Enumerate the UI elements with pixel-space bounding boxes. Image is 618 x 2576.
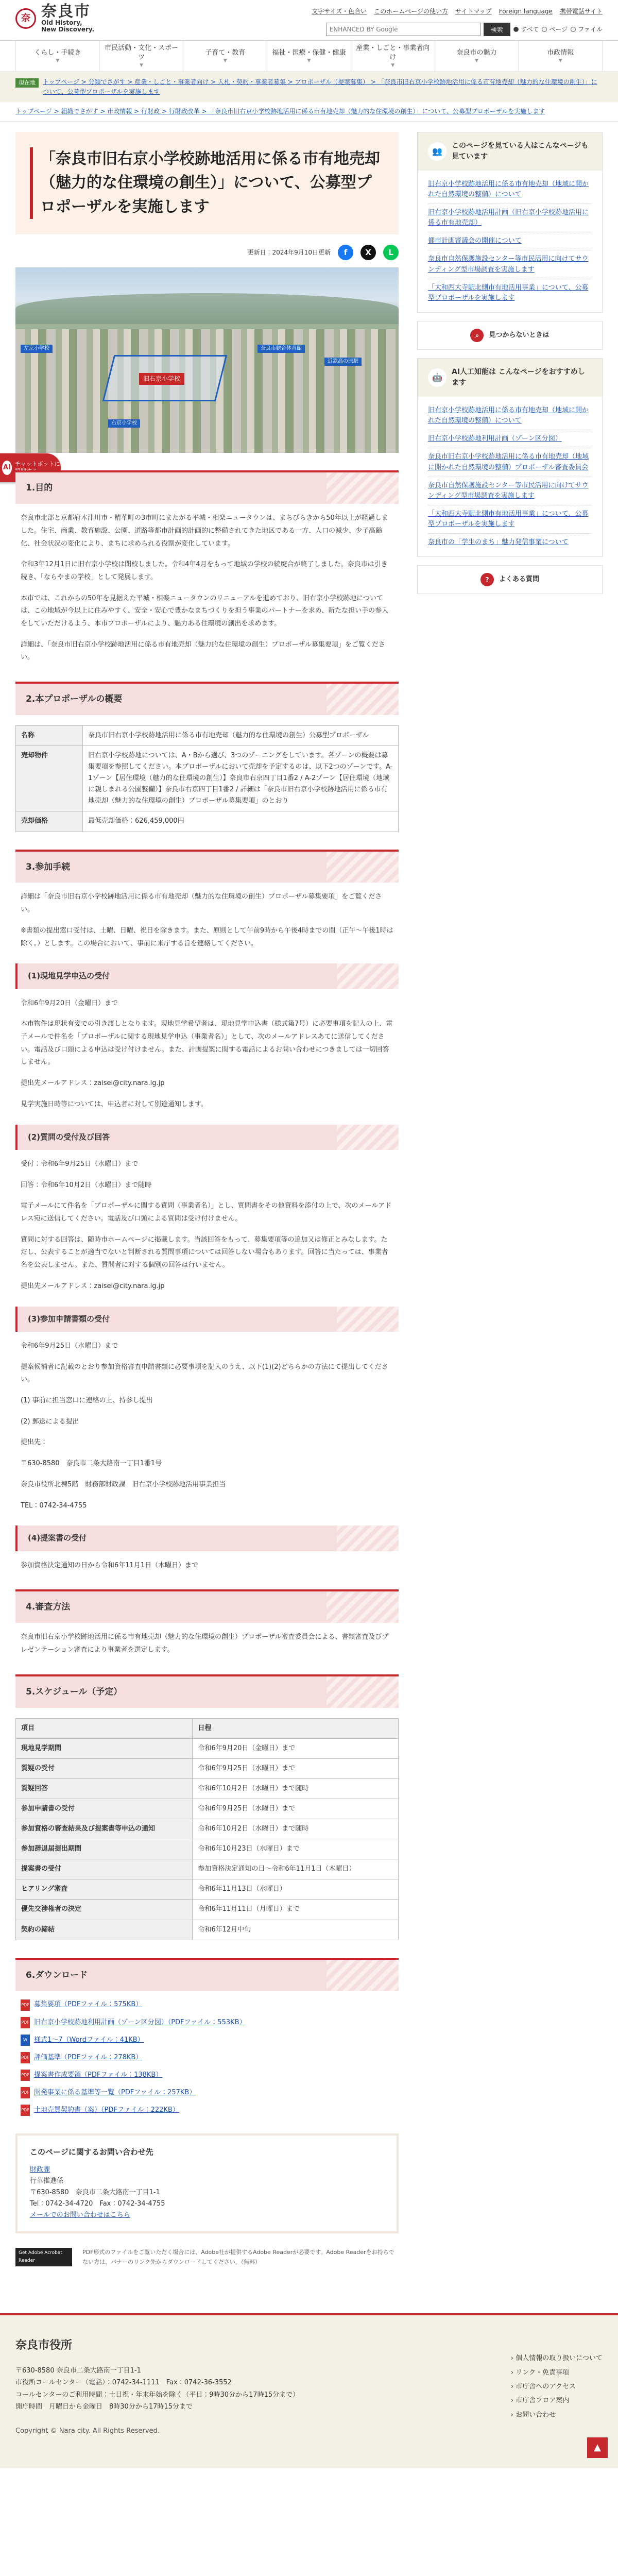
section-text: 見学実施日時等については、申込者に対して別途通知します。 [21, 1100, 208, 1108]
section-heading: 6.ダウンロード [15, 1958, 399, 1991]
updated-date: 更新日：2024年9月10日更新 [247, 249, 331, 257]
adobe-reader-banner[interactable]: Get Adobe Acrobat Reader [15, 2248, 72, 2266]
related-pages-title: このページを見ている人はこんなページも見ています [452, 141, 589, 161]
search-input[interactable] [326, 23, 480, 36]
contact-tel: Tel：0742-34-4720 Fax：0742-34-4755 [30, 2199, 165, 2208]
site-header [15, 0, 603, 40]
gnav-item-government[interactable]: 市政情報 ▼ [518, 41, 603, 72]
global-nav [0, 40, 618, 72]
util-link-howto[interactable]: このホームページの使い方 [374, 8, 449, 15]
section-heading: 1.目的 [15, 470, 399, 504]
ai-recommend-box [417, 358, 603, 557]
breadcrumb-tag: 現在地 [15, 78, 39, 88]
section-heading: 2.本プロポーザルの概要 [15, 682, 399, 715]
email-address: 提出先メールアドレス：zaisei@city.nara.lg.jp [21, 1282, 165, 1290]
subsection-heading: (3)参加申請書類の受付 [15, 1307, 399, 1332]
x-twitter-icon[interactable]: X [360, 245, 376, 260]
util-link-sitemap[interactable]: サイトマップ [455, 8, 492, 15]
email-address: 提出先メールアドレス：zaisei@city.nara.lg.jp [21, 1079, 165, 1088]
subsection-heading: (1)現地見学申込の受付 [15, 963, 399, 989]
table-row: ヒアリング審査 令和6年11月13日（水曜日） [16, 1879, 399, 1900]
section-heading: 5.スケジュール（予定） [15, 1674, 399, 1708]
table-row: 優先交渉権者の決定 令和6年11月11日（月曜日）まで [16, 1900, 399, 1920]
chevron-down-icon: ▼ [474, 58, 478, 63]
recommend-link[interactable]: 旧右京小学校跡地利用計画（ゾーン区分図） [428, 430, 592, 448]
recommend-link[interactable]: 奈良市の「学生のまち」魅力発信事業について [428, 538, 569, 547]
download-item: PDF 開発事業に係る基準等一覧（PDFファイル：257KB） [21, 2087, 393, 2098]
footer-link[interactable]: › 個人情報の取り扱いについて [510, 2354, 603, 2363]
footer-call: 市役所コールセンター（電話）：0742-34-1111 Fax：0742-36-3552 [15, 2379, 232, 2387]
facebook-icon[interactable]: f [338, 245, 353, 260]
chevron-down-icon: ▼ [223, 58, 227, 63]
word-file-icon: W [21, 2035, 30, 2046]
contact-heading: このページに関するお問い合わせ先 [30, 2147, 153, 2157]
site-logo[interactable] [15, 4, 170, 33]
pdf-file-icon: PDF [21, 2070, 30, 2081]
util-link-foreign[interactable]: Foreign language [499, 8, 553, 15]
breadcrumb-path[interactable]: トップページ > 分類でさがす > 産業・しごと・事業者向け > 入札・契約・事業者募集 > プロポーザル（提案募集） > 「奈良市旧右京小学校跡地活用に係る市有地売却（魅力的な住環境の創生）」について、公募型プロポーザルを実施します [43, 78, 597, 96]
subsection-heading: (2)質問の受付及び回答 [15, 1125, 399, 1150]
table-header-row: 項目 日程 [16, 1718, 399, 1738]
updated-row [15, 245, 399, 260]
pdf-file-icon: PDF [21, 1999, 30, 2011]
section-text: 〒630-8580 奈良市二条大路南一丁目1番1号 [21, 1460, 162, 1468]
download-item: PDF 提案書作成要領（PDFファイル：138KB） [21, 2070, 393, 2081]
copyright: Copyright © Nara city. All Rights Reserved. [15, 2427, 160, 2435]
util-link-text-size[interactable]: 文字サイズ・色合い [312, 8, 367, 15]
related-link[interactable]: 旧右京小学校跡地活用計画（旧右京小学校跡地活用に係る市有地売却） [428, 204, 592, 232]
section-text: 令和6年9月25日（水曜日）まで [21, 1342, 118, 1350]
section-text: 質問に対する回答は、随時市ホームページに掲載します。当該回答をもって、募集要項等の追加又は修正とみなします。ただし、公表することが適当でないと判断される質問事項については回答しない場合もあります。回答に当たっては、事業者名を公表しません。また、質問者に対する個別の回答は行いません。 [21, 1235, 388, 1269]
search-option-page[interactable]: ページ [542, 24, 568, 35]
download-list [15, 1999, 399, 2116]
related-link[interactable]: 旧右京小学校跡地活用に係る市有地売却（地域に開かれた自然環境の整備）について [428, 176, 592, 204]
search-button[interactable]: 検索 [484, 23, 510, 36]
page-title: 「奈良市旧右京小学校跡地活用に係る市有地売却（魅力的な住環境の創生）」について、公募型プロポーザルを実施します [30, 147, 384, 219]
section-text: (2) 郵送による提出 [21, 1417, 79, 1426]
radio-icon [571, 27, 576, 32]
footer-link[interactable]: › お問い合わせ [510, 2411, 556, 2419]
gnav-item-business[interactable]: 産業・しごと・事業者向け ▼ [351, 41, 435, 72]
logo-tagline-1: Old History, [41, 19, 82, 26]
overview-table [15, 725, 399, 832]
footer-link[interactable]: › リンク・免責事項 [510, 2368, 569, 2377]
download-item: PDF 旧右京小学校跡地利用計画（ゾーン区分図）（PDFファイル：553KB） [21, 2017, 393, 2028]
download-item: W 様式1～7（Wordファイル：41KB） [21, 2035, 393, 2046]
related-link[interactable]: 奈良市自然保護施設センター等市民活用に向けてサウンディング型市場調査を実施します [428, 250, 592, 279]
ai-icon: 🤖 [428, 368, 447, 387]
back-to-top-button[interactable]: ▲ [587, 2437, 608, 2458]
chatbot-label: チャットボットに [14, 460, 60, 467]
table-row: 売却物件 旧右京小学校跡地については、A・Bから選び、3つのゾーニングをしています。各ゾーンの概要は募集要項を参照してください。本プロポーザルにおいて売却を予定するのは、以下2つのゾーンです。A-1ゾーン【居住環境（魅力的な住環境の創生）】奈良市右京四丁目1番2 / A-2ゾーン【居住環境（地域に親しまれる公園整備）】奈良市右京四丁目1番2 / 詳細は「奈良市旧右京小学校跡地活用に係る市有地売却（魅力的な住環境の創生）プロポーザル募集要項」のとおり [16, 746, 399, 811]
table-row: 現地見学期間 令和6年9月20日（金曜日）まで [16, 1738, 399, 1758]
pdf-reader-text: PDF形式のファイルをご覧いただく場合には、Adobe社が提供するAdobe Readerが必要です。Adobe Readerをお持ちでない方は、バナーのリンク先からダウンロードしてください。（無料） [82, 2249, 394, 2265]
line-icon[interactable]: L [383, 245, 399, 260]
pdf-file-icon: PDF [21, 2052, 30, 2063]
radio-icon [542, 27, 547, 32]
table-row: 名称 奈良市旧右京小学校跡地活用に係る市有地売却（魅力的な住環境の創生）公募型プロポーザル [16, 725, 399, 745]
download-item: PDF 評価基準（PDFファイル：278KB） [21, 2052, 393, 2063]
section-text: 本市物件は現状有姿での引き渡しとなります。現地見学希望者は、現地見学申込書（様式第7号）に必要事項を記入の上、電子メールで件名を「プロポーザルに関する現地見学申込（事業者名）」として、次のメールアドレスあてに送信してください。電話及び口頭による申込は受け付けません。また、計画提案に関する電話によるお問い合わせにつきましては一切回答しません。 [21, 1020, 393, 1066]
recommend-link[interactable]: 「大和西大寺駅北側市有地活用事業」について、公募型プロポーザルを実施します [428, 505, 592, 534]
breadcrumb-path-2[interactable]: トップページ > 組織でさがす > 市政情報 > 行財政 > 行財政改革 > 「奈良市旧右京小学校跡地活用に係る市有地売却（魅力的な住環境の創生）」について、公募型プロポーザルを実施します [15, 108, 545, 115]
footer-hours-2: 開庁時間 月曜日から金曜日 8時30分から17時15分まで [15, 2403, 193, 2411]
recommend-link[interactable]: 旧右京小学校跡地活用に係る市有地売却（地域に開かれた自然環境の整備）について [428, 402, 592, 430]
main-content [15, 132, 399, 2267]
search-option-all[interactable]: すべて [513, 24, 539, 35]
photo-label: 近鉄高の原駅 [324, 358, 362, 366]
breadcrumb [0, 72, 618, 102]
section-text: 奈良市旧右京小学校跡地活用に係る市有地売却（魅力的な住環境の創生）プロポーザル審査委員会による、書類審査及びプレゼンテーション審査により事業者を選定します。 [21, 1633, 389, 1654]
chevron-down-icon: ▼ [307, 58, 311, 63]
logo-tagline-2: New Discovery. [41, 26, 95, 33]
section-text: 参加資格決定通知の日から令和6年11月1日（木曜日）まで [21, 1561, 199, 1569]
table-row: 売却価格 最低売却価格：626,459,000円 [16, 811, 399, 832]
section-text: 本市では、これからの50年を見据えた平城・相楽ニュータウンのリニューアルを進めており、旧右京小学校跡地については、この地域が今以上に住みやすく、安全・安心で豊かなまちづくりを担う事業のパートナーを求め、新たな担い手の参入をしていただけるよう、本市プロポーザルにより、魅力ある住環境の創出を求めます。 [21, 594, 389, 628]
section-text: 令和6年9月20日（金曜日）まで [21, 999, 118, 1007]
related-pages-box [417, 132, 603, 313]
table-row: 参加辞退届提出期間 令和6年10月23日（水曜日）まで [16, 1839, 399, 1859]
section-text: 回答：令和6年10月2日（水曜日）まで随時 [21, 1181, 152, 1189]
table-row: 提案書の受付 参加資格決定通知の日～令和6年11月1日（木曜日） [16, 1859, 399, 1879]
table-row: 質疑の受付 令和6年9月25日（水曜日）まで [16, 1758, 399, 1778]
search-option-file[interactable]: ファイル [571, 24, 603, 35]
ai-recommend-title: AI人工知能は こんなページをおすすめします [452, 368, 585, 387]
section-text: 奈良市北部と京都府木津川市・精華町の3市町にまたがる平城・相楽ニュータウンは、まちびらきから50年以上が経過しました。住宅、商業、教育施設、公園、道路等都市計画的計画的に整備されてきた地区である一方、人口の減少、少子高齢化、社会状況の変化により、まちに求められる役割が変化しています。 [21, 514, 388, 548]
chevron-down-icon: ▼ [56, 58, 60, 63]
chevron-down-icon: ▼ [391, 62, 395, 68]
contact-box [15, 2133, 399, 2233]
section-text: 詳細は「奈良市旧右京小学校跡地活用に係る市有地売却（魅力的な住環境の創生）プロポーザル募集要項」をご覧ください。 [21, 893, 382, 914]
section-text: 奈良市役所北棟5階 財務部財政課 旧右京小学校跡地活用事業担当 [21, 1480, 226, 1488]
city-emblem-icon: 奈 [15, 8, 36, 29]
not-found-button[interactable]: ⌕ 見つからないときは [417, 321, 603, 350]
table-row: 参加資格の審査結果及び提案書等申込の通知 令和6年10月2日（水曜日）まで随時 [16, 1819, 399, 1839]
chevron-down-icon: ▼ [558, 58, 562, 63]
section-text: (1) 事前に担当窓口に連絡の上、持参し提出 [21, 1397, 153, 1405]
download-item: PDF 土地売買契約書（案）（PDFファイル：222KB） [21, 2105, 393, 2116]
site-search [326, 23, 603, 36]
pdf-reader-note [15, 2248, 399, 2267]
photo-label: 左京小学校 [21, 345, 53, 353]
section-text: 提案候補者に記載のとおり参加資格審査申請書類に必要事項を記入のうえ、以下(1)(2)どちらかの方法にて提出してください。 [21, 1363, 388, 1384]
gnav-item-living[interactable]: くらし・手続き ▼ [15, 41, 99, 72]
footer-hours: コールセンターのご利用時間：土日祝・年末年始を除く（平日：9時30分から17時15分まで） [15, 2391, 300, 2399]
section-text: TEL：0742-34-4755 [21, 1501, 87, 1510]
section-text: ※書類の提出窓口受付は、土曜、日曜、祝日を除きます。また、原則として午前9時から午後4時までの間（正午～午後1時は除く。）とします。この場合において、事前に来庁する旨を連絡してください。 [21, 926, 393, 947]
footer-link[interactable]: › 市庁舎フロア案内 [510, 2397, 570, 2405]
section-text: 受付：令和6年9月25日（水曜日）まで [21, 1160, 139, 1168]
pdf-file-icon: PDF [21, 2105, 30, 2116]
section-text: 提出先： [21, 1438, 48, 1447]
subsection-heading: (4)提案書の受付 [15, 1526, 399, 1551]
related-link[interactable]: 「大和西大寺駅北側市有地活用事業」について、公募型プロポーザルを実施します [428, 283, 589, 302]
section-text: 詳細は、「奈良市旧右京小学校跡地活用に係る市有地売却（魅力的な住環境の創生）プロポーザル募集要項」をご覧ください。 [21, 640, 385, 662]
table-row: 質疑回答 令和6年10月2日（水曜日）まで随時 [16, 1778, 399, 1799]
table-row: 参加申請書の受付 令和6年9月25日（水曜日）まで [16, 1799, 399, 1819]
utility-links [312, 6, 603, 16]
breadcrumb-secondary [0, 102, 618, 121]
sidebar [417, 132, 603, 2267]
footer-links [511, 2351, 603, 2437]
footer-address: 〒630-8580 奈良市二条大路南一丁目1-1 [15, 2366, 141, 2375]
related-link[interactable]: 都市計画審議会の開催について [428, 232, 592, 250]
contact-address: 〒630-8580 奈良市二条大路南一丁目1-1 [30, 2188, 160, 2196]
faq-button[interactable]: ? よくある質問 [417, 565, 603, 594]
site-footer [0, 2313, 618, 2468]
photo-label: 奈良市総合体育館 [258, 345, 305, 353]
footer-title: 奈良市役所 [15, 2339, 73, 2352]
section-text: 電子メールにて件名を「プロポーザルに関する質問（事業者名）」とし、質問書をその他資料を添付の上で、次のメールアドレス宛に送信してください。電話及び口頭による質問は受け付けません。 [21, 1202, 392, 1223]
photo-main-label: 旧右京小学校 [139, 373, 184, 385]
table-row: 契約の締結 令和6年12月中旬 [16, 1920, 399, 1940]
section-text: 令和3年12月1日に旧右京小学校は閉校しました。令和4年4月をもって地域の学校の統廃合が終了しました。奈良市は引き続き、「ならやまの学校」として発展します。 [21, 561, 388, 581]
question-icon: ? [480, 573, 494, 586]
section-heading: 4.審査方法 [15, 1589, 399, 1623]
gnav-item-childcare[interactable]: 子育て・教育 ▼ [183, 41, 267, 72]
section-heading: 3.参加手続 [15, 850, 399, 883]
schedule-table [15, 1718, 399, 1940]
gnav-item-attractions[interactable]: 奈良市の魅力 ▼ [435, 41, 519, 72]
contact-sub: 行革推進係 [30, 2177, 64, 2185]
recommend-link[interactable]: 奈良市旧右京小学校跡地活用に係る市有地売却（地域に開かれた自然環境の整備）プロポーザル審査委員会 [428, 448, 592, 477]
search-icon: ⌕ [470, 329, 484, 342]
contact-dept-link[interactable]: 財政課 [30, 2165, 50, 2174]
chatbot-icon: AI [2, 461, 12, 475]
logo-title: 奈良市 [41, 3, 91, 21]
gnav-item-welfare[interactable]: 福祉・医療・保健・健康 ▼ [267, 41, 351, 72]
recommend-link[interactable]: 奈良市自然保護施設センター等市民活用に向けてサウンディング型市場調査を実施します [428, 477, 592, 505]
photo-label: 右京小学校 [108, 419, 140, 428]
gnav-item-culture[interactable]: 市民活動・文化・スポーツ ▼ [99, 41, 183, 72]
people-icon: 👥 [428, 142, 447, 161]
aerial-photo [15, 267, 399, 453]
chevron-down-icon: ▼ [140, 62, 144, 68]
pdf-file-icon: PDF [21, 2087, 30, 2098]
pdf-file-icon: PDF [21, 2017, 30, 2028]
util-link-mobile[interactable]: 携帯電話サイト [559, 8, 603, 15]
footer-link[interactable]: › 市庁舎へのアクセス [510, 2383, 576, 2391]
download-item: PDF 募集要項（PDFファイル：575KB） [21, 1999, 393, 2010]
title-box [15, 132, 399, 235]
contact-mail-link[interactable]: メールでのお問い合わせはこちら [30, 2211, 130, 2219]
radio-icon [513, 27, 519, 32]
